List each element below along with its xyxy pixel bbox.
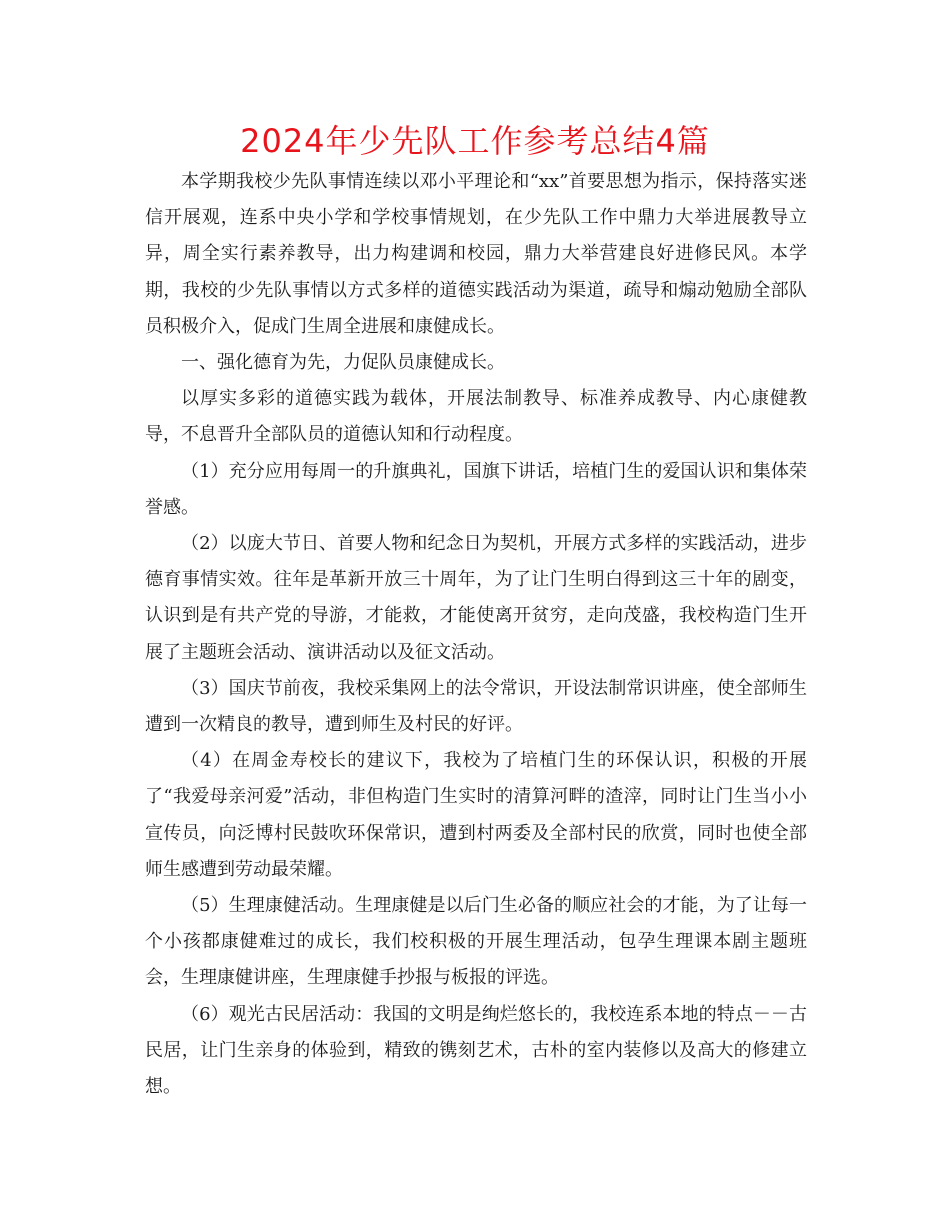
paragraph-item-2: （2）以庞大节日、首要人物和纪念日为契机，开展方式多样的实践活动，进步德育事情实效。往年是革新开放三十周年，为了让门生明白得到这三十年的剧变，认识到是有共产党的导游，才能救，才能使离开贫穷，走向茂盛，我校构造门生开展了主题班会活动、演讲活动以及征文活动。	[145, 533, 807, 663]
document-body	[145, 164, 807, 1105]
paragraph-item-5: （5）生理康健活动。生理康健是以后门生必备的顺应社会的才能，为了让每一个小孩都康健难过的成长，我们校积极的开展生理活动，包孕生理课本剧主题班会，生理康健讲座，生理康健手抄报与板报的评选。	[145, 895, 807, 989]
paragraph-item-1: （1）充分应用每周一的升旗典礼，国旗下讲话，培植门生的爱国认识和集体荣誉感。	[145, 460, 807, 518]
paragraph-intro: 本学期我校少先队事情连续以邓小平理论和“xx”首要思想为指示，保持落实迷信开展观，连系中央小学和学校事情规划，在少先队工作中鼎力大举进展教导立异，周全实行素养教导，出力构建调和校园，鼎力大举营建良好进修民风。本学期，我校的少先队事情以方式多样的道德实践活动为渠道，疏导和煽动勉励全部队员积极介入，促成门生周全进展和康健成长。	[145, 171, 807, 337]
paragraph-section-heading: 一、强化德育为先，力促队员康健成长。	[181, 352, 505, 374]
paragraph-item-3: （3）国庆节前夜，我校采集网上的法令常识，开设法制常识讲座，使全部师生遭到一次精良的教导，遭到师生及村民的好评。	[145, 677, 807, 736]
paragraph-section-intro: 以厚实多彩的道德实践为载体，开展法制教导、标准养成教导、内心康健教导，不息晋升全部队员的道德认知和行动程度。	[145, 388, 807, 446]
paragraph-item-4: （4）在周金寿校长的建议下，我校为了培植门生的环保认识，积极的开展了“我爱母亲河爱”活动，非但构造门生实时的清算河畔的渣滓，同时让门生当小小宣传员，向泛博村民鼓吹环保常识，遭到村两委及全部村民的欣赏，同时也使全部师生感遭到劳动最荣耀。	[145, 750, 807, 880]
document-title: 2024年少先队工作参考总结4篇	[240, 122, 710, 160]
paragraph-item-6: （6）观光古民居活动：我国的文明是绚烂悠长的，我校连系本地的特点－－古民居，让门生亲身的体验到，精致的镌刻艺术，古朴的室内装修以及高大的修建立想。	[145, 1003, 807, 1098]
